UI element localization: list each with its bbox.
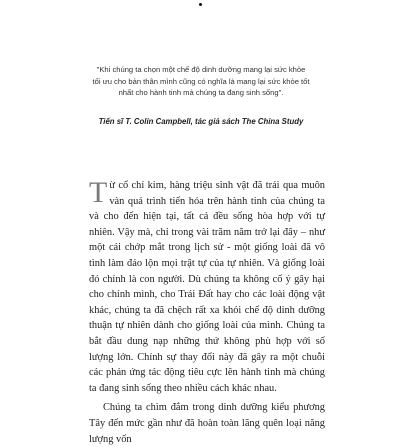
epigraph-quote	[64, 64, 338, 99]
paragraph-text: ừ cổ chí kim, hàng triệu sinh vật đã trải qua muôn vàn quá trình tiến hóa trên hành tinh của chúng ta và cho đến hiện tại, tất cả đều sống hòa hợp với tự nhiên. Vậy mà, chỉ trong vài trăm năm trở lại đây – như một cái chớp mắt trong lịch sử - một giống loài đã vô tình làm đảo lộn mọi trật tự của tự nhiên. Và giống loài đó chính là con người. Dù chúng ta không cố ý gây hại cho chính mình, cho Trái Đất hay cho các loài động vật khác, chúng ta đã chệch rất xa khỏi chế độ dinh dưỡng thuận tự nhiên dành cho giống loài của mình. Chúng ta bắt đầu dung nạp những thứ không phù hợp với số lượng lớn. Chính sự thay đổi này đã gây ra một chuỗi các phản ứng tác động tiêu cực lên hành tinh mà chúng ta đang sinh sống theo nhiều cách khác nhau.	[89, 180, 325, 394]
quote-line: "Khi chúng ta chọn một chế độ dinh dưỡng mang lại sức khỏe	[96, 65, 306, 74]
epigraph-attribution: Tiến sĩ T. Colin Campbell, tác giả sách The China Study	[98, 117, 304, 126]
body-paragraph	[89, 178, 325, 396]
page-ornament-dot	[199, 3, 202, 6]
body-text	[89, 178, 325, 447]
quote-line: tối ưu cho bản thân mình cũng có nghĩa là mang lại sức khỏe tốt	[92, 76, 310, 86]
quote-line: nhất cho hành tinh mà chúng ta đang sinh sống".	[118, 88, 284, 97]
body-paragraph: Chúng ta chìm đắm trong dinh dưỡng kiểu phương Tây đến mức gần như đã hoàn toàn lãng quên loại năng lượng vốn	[89, 402, 325, 445]
drop-cap: T	[89, 176, 108, 209]
